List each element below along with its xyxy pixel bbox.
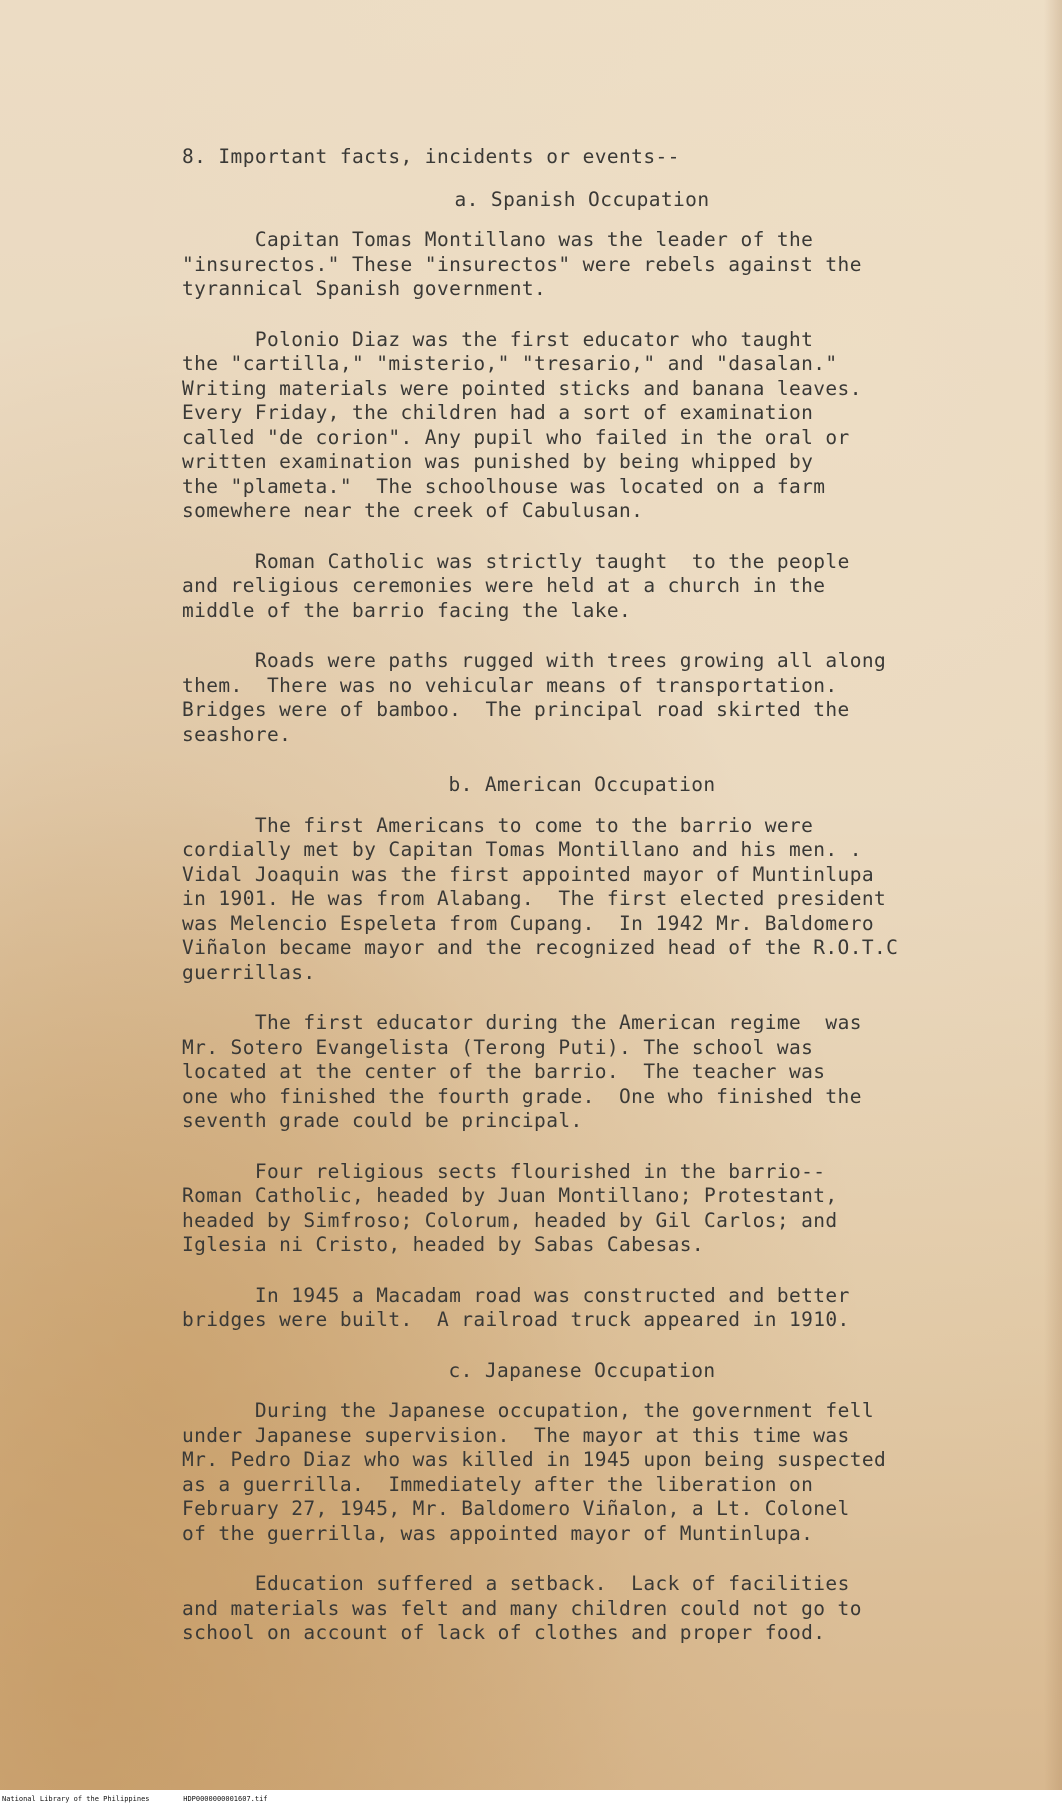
scan-footer — [0, 1792, 1062, 1808]
paragraph: Polonio Diaz was the first educator who taught the "cartilla," "misterio," "tresario," and "dasalan." Writing materials were pointed sticks and banana leaves. Every Friday, the children had a sort of examination called "de corion". Any pupil who failed in the oral or written examination was punished by being whipped by the "plameta." The schoolhouse was located on a farm somewhere near the creek of Cabulusan. — [182, 327, 862, 522]
paragraph: Roads were paths rugged with trees growing all along them. There was no vehicular means of transportation. Bridges were of bamboo. The principal road skirted the seashore. — [182, 649, 887, 746]
document-heading: 8. Important facts, incidents or events-- — [182, 145, 680, 168]
paragraph: Four religious sects flourished in the barrio-- Roman Catholic, headed by Juan Montillano; Protestant, headed by Simfroso; Colorum, headed by Gil Carlos; and Iglesia ni Cristo, headed by Sabas Cabesas. — [182, 1159, 838, 1256]
typed-document — [182, 145, 982, 1646]
paragraph: Education suffered a setback. Lack of facilities and materials was felt and many children could not go to school on account of lack of clothes and proper food. — [182, 1572, 862, 1644]
section-title-spanish: a. Spanish Occupation — [454, 187, 710, 211]
paragraph: In 1945 a Macadam road was constructed and better bridges were built. A railroad truck appeared in 1910. — [182, 1283, 850, 1331]
paragraph: The first educator during the American regime was Mr. Sotero Evangelista (Terong Puti). The school was located at the center of the barrio. The teacher was one who finished the fourth grade. One who finished the seventh grade could be principal. — [182, 1011, 862, 1132]
paragraph: Capitan Tomas Montillano was the leader of the "insurectos." These "insurectos" were rebels against the tyrannical Spanish government. — [182, 228, 862, 300]
section-title-american: b. American Occupation — [448, 773, 716, 796]
paragraph: During the Japanese occupation, the government fell under Japanese supervision. The mayor at this time was Mr. Pedro Diaz who was killed in 1945 upon being suspected as a guerrilla. Immediately after the liberation on February 27, 1945, Mr. Baldomero Viñalon, a Lt. Colonel of the guerrilla, was appointed mayor of Muntinlupa. — [182, 1399, 887, 1545]
footer-file-id: HDP0000000001607.tif — [183, 1795, 268, 1803]
paragraph: The first Americans to come to the barrio were cordially met by Capitan Tomas Montillano and his men. . Vidal Joaquin was the first appointed mayor of Muntinlupa in 1901. He was from Alabang. The first elected president was Melencio Espeleta from Cupang. In 1942 Mr. Baldomero Viñalon became mayor and the recognized head of the R.O.T.C guerrillas. — [182, 813, 899, 984]
section-title-japanese: c. Japanese Occupation — [448, 1358, 716, 1382]
paragraph: Roman Catholic was strictly taught to the people and religious ceremonies were held at a church in the middle of the barrio facing the lake. — [182, 549, 850, 622]
footer-library: National Library of the Philippines — [2, 1795, 150, 1803]
